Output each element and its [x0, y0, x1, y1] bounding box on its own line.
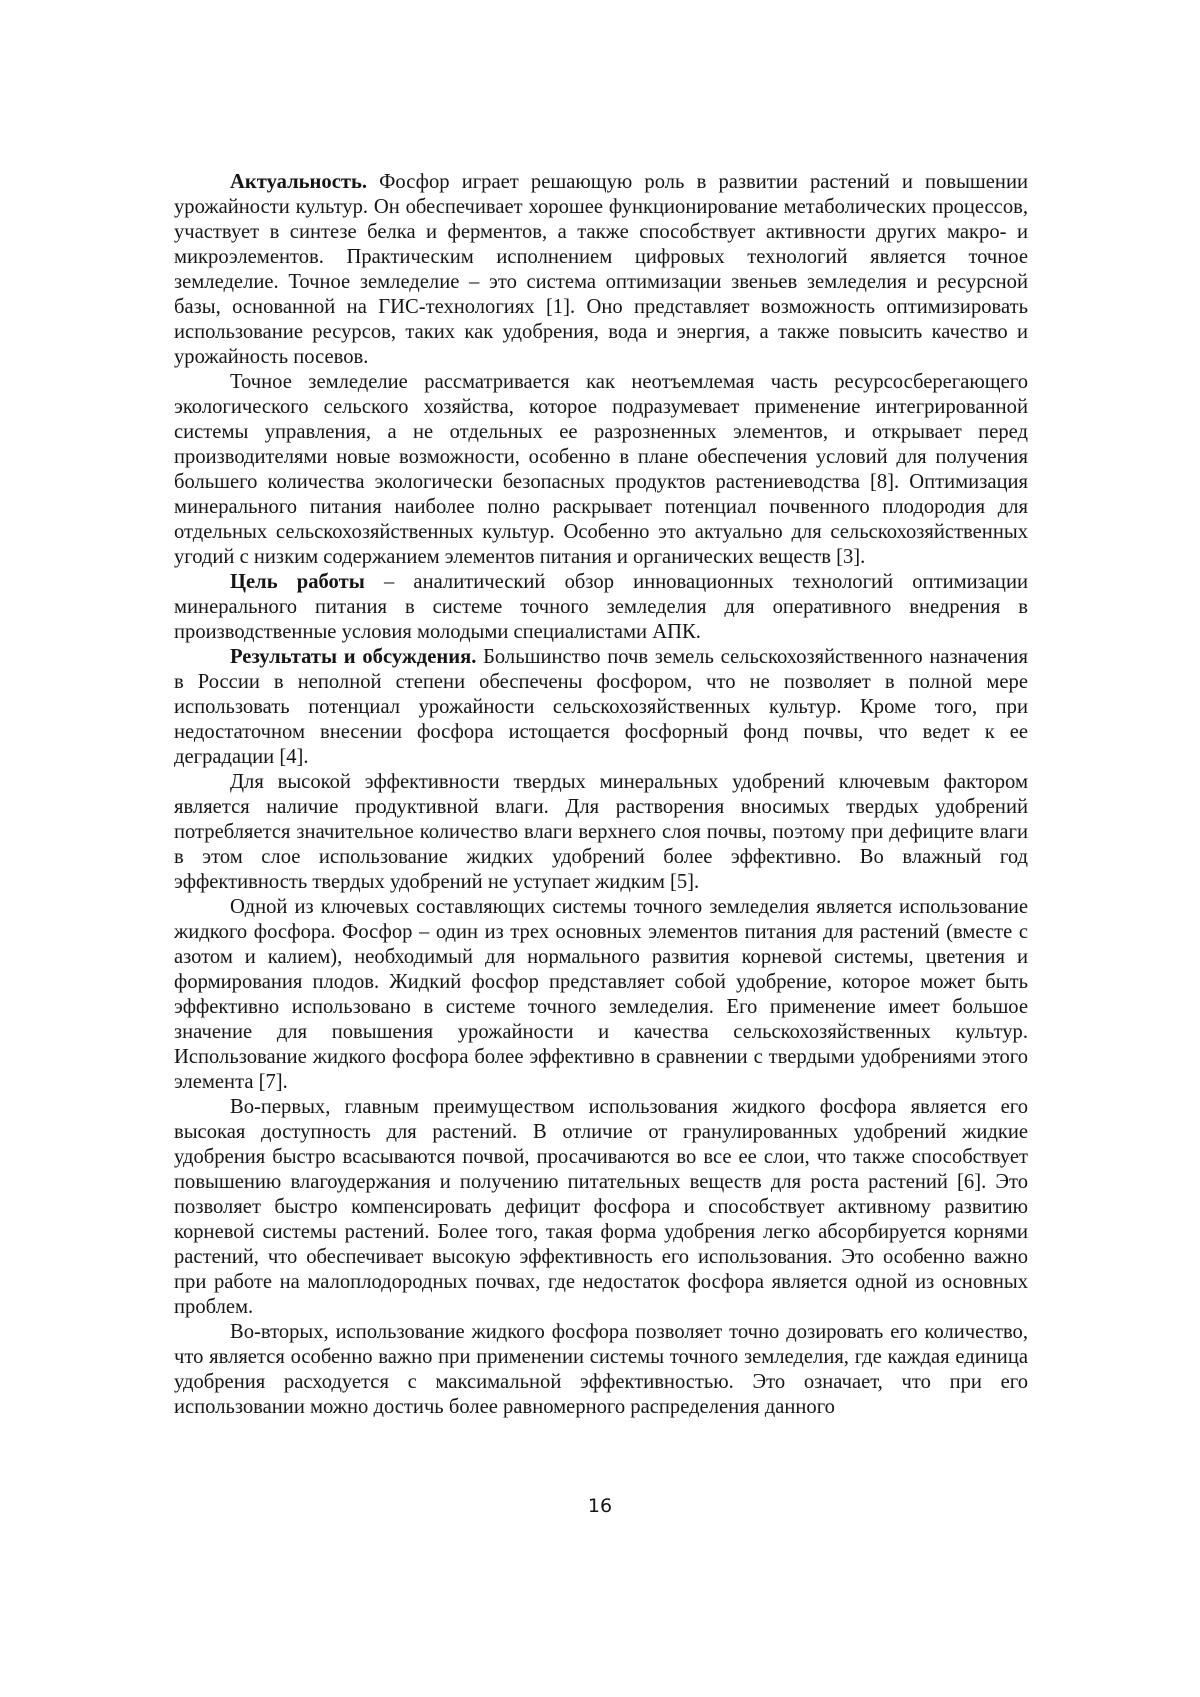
paragraph-results: [174, 645, 1028, 770]
paragraph-text: Большинство почв земель сельскохозяйственного назначения в России в неполной степени обеспечены фосфором, что не позволяет в полной мере использовать потенциал урожайности сельскохозяйственных культур. Кроме того, при недостаточном внесении фосфора истощается фосфорный фонд почвы, что ведет к ее деградации [4].: [174, 646, 1028, 768]
page-number: 16: [587, 1495, 613, 1517]
paragraph: [174, 895, 1028, 1095]
paragraph-text: Одной из ключевых составляющих системы точного земледелия является использование жидкого фосфора. Фосфор – один из трех основных элементов питания для растений (вместе с азотом и калием), необходимый для нормального развития корневой системы, цветения и формирования плодов. Жидкий фосфор представляет собой удобрение, которое может быть эффективно использовано в системе точного земледелия. Его применение имеет большое значение для повышения урожайности и качества сельскохозяйственных культур. Использование жидкого фосфора более эффективно в сравнении с твердыми удобрениями этого элемента [7].: [174, 896, 1028, 1093]
paragraph: [174, 1095, 1028, 1320]
document-body: [174, 170, 1028, 1420]
paragraph: [174, 1320, 1028, 1420]
paragraph-relevance: [174, 170, 1028, 370]
paragraph-text: Для высокой эффективности твердых минеральных удобрений ключевым фактором является наличие продуктивной влаги. Для растворения вносимых твердых удобрений потребляется значительное количество влаги верхнего слоя почвы, поэтому при дефиците влаги в этом слое использование жидких удобрений более эффективно. Во влажный год эффективность твердых удобрений не уступает жидким [5].: [174, 771, 1028, 893]
paragraph: [174, 770, 1028, 895]
paragraph-goal: [174, 570, 1028, 645]
paragraph-text: Точное земледелие рассматривается как неотъемлемая часть ресурсосберегающего экологического сельского хозяйства, которое подразумевает применение интегрированной системы управления, а не отдельных ее разрозненных элементов, и открывает перед производителями новые возможности, особенно в плане обеспечения условий для получения большего количества экологически безопасных продуктов растениеводства [8]. Оптимизация минерального питания наиболее полно раскрывает потенциал почвенного плодородия для отдельных сельскохозяйственных культур. Особенно это актуально для сельскохозяйственных угодий с низким содержанием элементов питания и органических веществ [3].: [174, 371, 1028, 568]
paragraph-lead: Цель работы: [230, 571, 365, 593]
paragraph-lead: Результаты и обсуждения.: [230, 646, 477, 668]
paragraph-text: – аналитический обзор инновационных технологий оптимизации минерального питания в системе точного земледелия для оперативного внедрения в производственные условия молодыми специалистами АПК.: [174, 571, 1028, 643]
paragraph: [174, 370, 1028, 570]
paragraph-text: Во-первых, главным преимуществом использования жидкого фосфора является его высокая доступность для растений. В отличие от гранулированных удобрений жидкие удобрения быстро всасываются почвой, просачиваются во все ее слои, что также способствует повышению влагоудержания и получению питательных веществ для роста растений [6]. Это позволяет быстро компенсировать дефицит фосфора и способствует активному развитию корневой системы растений. Более того, такая форма удобрения легко абсорбируется корнями растений, что обеспечивает высокую эффективность его использования. Это особенно важно при работе на малоплодородных почвах, где недостаток фосфора является одной из основных проблем.: [174, 1096, 1028, 1318]
paragraph-text: Во-вторых, использование жидкого фосфора позволяет точно дозировать его количество, что является особенно важно при применении системы точного земледелия, где каждая единица удобрения расходуется с максимальной эффективностью. Это означает, что при его использовании можно достичь более равномерного распределения данного: [174, 1321, 1028, 1418]
paragraph-lead: Актуальность.: [230, 171, 367, 193]
paragraph-text: Фосфор играет решающую роль в развитии растений и повышении урожайности культур. Он обеспечивает хорошее функционирование метаболических процессов, участвует в синтезе белка и ферментов, а также способствует активности других макро- и микроэлементов. Практическим исполнением цифровых технологий является точное земледелие. Точное земледелие – это система оптимизации звеньев земледелия и ресурсной базы, основанной на ГИС-технологиях [1]. Оно представляет возможность оптимизировать использование ресурсов, таких как удобрения, вода и энергия, а также повысить качество и урожайность посевов.: [174, 171, 1028, 368]
